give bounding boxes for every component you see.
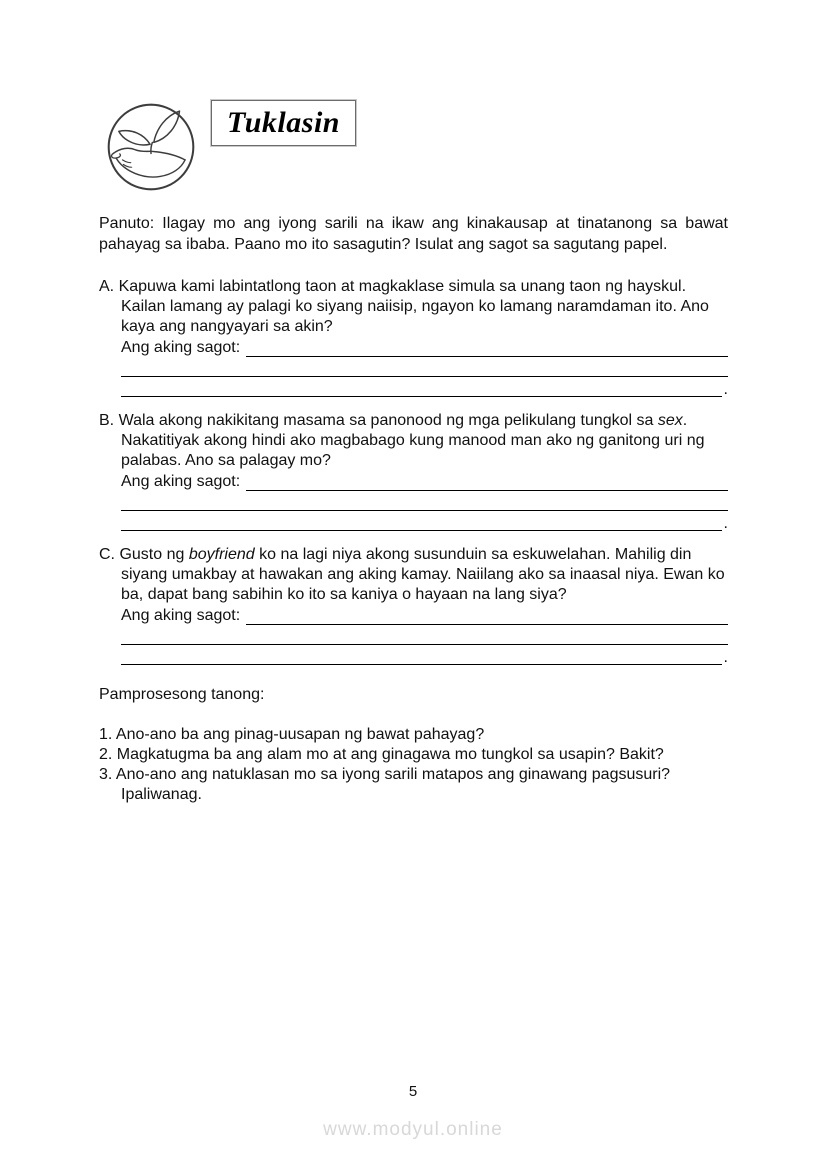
answer-blank-line — [246, 474, 728, 491]
answer-prompt-row — [121, 337, 728, 357]
item-letter: B. — [99, 412, 115, 429]
hand-plant-logo — [105, 100, 197, 194]
answer-label: Ang aking sagot: — [121, 339, 241, 356]
page-number: 5 — [408, 1083, 418, 1100]
item-letter: A. — [99, 278, 115, 295]
scenario-text: C. Gusto ng boyfriend ko na lagi niya akong susunduin sa eskuwelahan. Mahilig din siyang umakbay at hawakan ang aking kamay. Naiilang ako sa inaasal niya. Ewan ko ba, dapat bang sabihin ko ito sa kaniya o hayaan na lang siya? — [99, 546, 725, 603]
question-number: 1. — [99, 726, 113, 743]
scenario-item-a — [99, 277, 728, 397]
line-end-period: . — [723, 649, 728, 666]
question-number: 2. — [99, 746, 113, 763]
section-title: Tuklasin — [227, 106, 340, 139]
answer-blank-line-final — [121, 511, 728, 531]
process-question-1: 1. Ano-ano ba ang pinag-uusapan ng bawat pahayag? — [99, 726, 485, 743]
item-letter: C. — [99, 546, 115, 563]
answer-label: Ang aking sagot: — [121, 607, 241, 624]
process-question-2: 2. Magkatugma ba ang alam mo at ang ginagawa mo tungkol sa usapin? Bakit? — [99, 746, 664, 763]
worksheet-body — [99, 213, 728, 805]
answer-blank-line-final — [121, 377, 728, 397]
scenario-item-c — [99, 545, 728, 665]
answer-blank-line — [121, 625, 728, 645]
section-title-box — [211, 100, 356, 146]
instructions-paragraph: Panuto: Ilagay mo ang iyong sarili na ikaw ang kinakausap at tinatanong sa bawat pahayag sa ibaba. Paano mo ito sasagutin? Isulat ang sagot sa sagutang papel. — [99, 215, 728, 253]
question-number: 3. — [99, 766, 113, 783]
process-questions-list — [99, 725, 728, 805]
answer-blank-line — [246, 340, 728, 357]
scenario-item-b — [99, 411, 728, 531]
process-questions-heading: Pamprosesong tanong: — [99, 686, 265, 703]
answer-prompt-row — [121, 605, 728, 625]
watermark-text: www.modyul.online — [323, 1119, 503, 1140]
answer-blank-line — [121, 357, 728, 377]
hand-plant-logo-drawing — [105, 100, 197, 194]
answer-blank-line — [246, 608, 728, 625]
answer-prompt-row — [121, 471, 728, 491]
scenario-text: A. Kapuwa kami labintatlong taon at magkaklase simula sa unang taon ng hayskul. Kailan lamang ay palagi ko siyang naiisip, ngayon ko lamang naramdaman ito. Ano kaya ang nangyayari sa akin? — [99, 278, 709, 335]
answer-blank-line — [121, 491, 728, 511]
line-end-period: . — [723, 381, 728, 398]
answer-label: Ang aking sagot: — [121, 473, 241, 490]
line-end-period: . — [723, 515, 728, 532]
answer-blank-line-final — [121, 645, 728, 665]
process-question-3: 3. Ano-ano ang natuklasan mo sa iyong sarili matapos ang ginawang pagsusuri? Ipaliwanag. — [99, 766, 671, 803]
scenario-text: B. Wala akong nakikitang masama sa panonood ng mga pelikulang tungkol sa sex. Nakatitiyak akong hindi ako magbabago kung manood man ako ng ganitong uri ng palabas. Ano sa palagay mo? — [99, 412, 705, 469]
